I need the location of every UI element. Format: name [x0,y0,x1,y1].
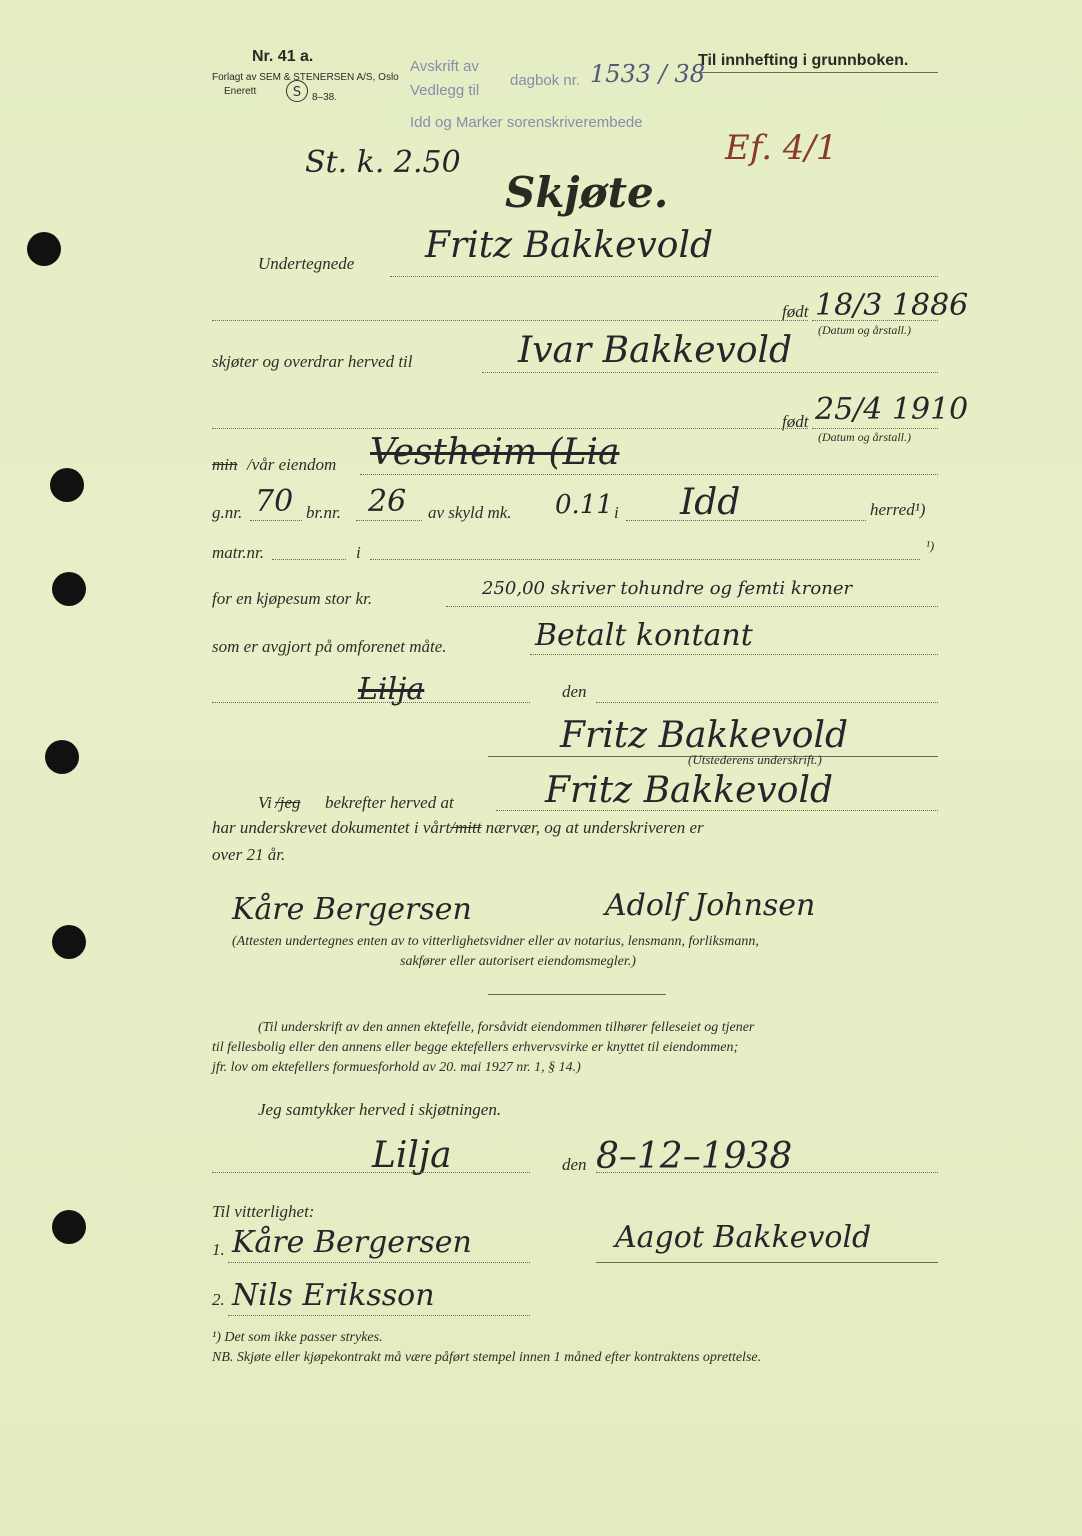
spouse-den-label: den [562,1155,587,1174]
bekrefter-label: bekrefter herved at [325,793,454,812]
attest-line2 [212,818,938,838]
herred-value: Idd [680,482,741,523]
punch-hole [52,1210,86,1244]
undertegnede-label: Undertegnede [258,254,355,273]
punch-hole [52,925,86,959]
spouse-note-1: (Til underskrift av den annen ektefelle, forsåvidt eiendommen tilhører felleseiet og tjener [258,1020,755,1035]
min-label: min [212,455,238,474]
header-rule [698,72,938,73]
punch-hole [52,572,86,606]
attest-line2b-text: nærvær, og at underskriveren er [485,818,704,837]
matr-i-label: i [356,543,361,562]
form-number: Nr. 41 a. [252,48,314,65]
stamp-dagbok: dagbok nr. [510,72,581,89]
divider [488,994,666,995]
stamp-dagbok-number: 1533 / 38 [590,60,705,88]
publisher-logo [286,80,308,102]
avgjort-label: som er avgjort på omforenet måte. [212,637,447,656]
skyld-i-label: i [614,503,619,522]
annotation-top-left: St. k. 2.50 [305,145,461,180]
skjoter-label: skjøter og overdrar herved til [212,352,413,371]
witness-2-num: 2. [212,1290,225,1309]
matr-sup: ¹) [926,538,935,553]
kjopesum-label: for en kjøpesum stor kr. [212,589,373,608]
punch-hole [50,468,84,502]
brnr-value: 26 [368,484,407,519]
attest-name-value: Fritz Bakkevold [545,770,833,811]
kjopesum-value: 250,00 skriver tohundre og femti kroner [482,578,853,599]
skyld-value: 0.11 [555,490,613,520]
undertegnede-value: Fritz Bakkevold [425,225,713,266]
herred-label: herred¹) [870,500,926,519]
spouse-note-2: til fellesbolig eller den annens eller begge ektefellers erhvervsvirke er knyttet til eiendommen; [212,1040,739,1055]
datum-caption-2: (Datum og årstall.) [818,430,911,444]
var-eiendom-label: /vår eiendom [247,455,337,474]
publisher-date: 8–38. [312,92,338,103]
witness-1-value: Kåre Bergersen [232,1225,472,1260]
footer-note-1: ¹) Det som ikke passer strykes. [212,1330,383,1345]
attest-witness-1: Kåre Bergersen [232,892,472,927]
svg-text:S: S [292,85,302,100]
skjoter-value: Ivar Bakkevold [518,330,793,371]
stamp-line3: Idd og Marker sorenskriverembede [410,114,643,131]
attest-witness-2: Adolf Johnsen [605,888,816,923]
consent-text: Jeg samtykker herved i skjøtningen. [258,1100,502,1119]
matrnr-label: matr.nr. [212,543,264,562]
brnr-label: br.nr. [306,503,341,522]
witness-1-num: 1. [212,1240,225,1259]
place-value: Lilja [358,672,425,707]
witness-2-value: Nils Eriksson [232,1278,435,1313]
stamp-line2: Vedlegg til [410,82,480,99]
fodt1-label: født [782,302,809,321]
spouse-note-3: jfr. lov om ektefellers formuesforhold av 20. mai 1927 nr. 1, § 14.) [212,1060,581,1075]
gnr-label: g.nr. [212,503,243,522]
jeg-label: /jeg [275,793,301,812]
fodt1-value: 18/3 1886 [815,288,969,323]
skyld-label: av skyld mk. [428,503,512,522]
vi-label: Vi [258,793,272,812]
attest-line2-text: har underskrevet dokumentet i vårt [212,818,451,837]
publisher-enerett: Enerett [224,86,257,97]
stamp-line1: Avskrift av [410,58,479,75]
spouse-place-value: Lilja [372,1135,452,1176]
punch-hole [45,740,79,774]
publisher-line: Forlagt av SEM & STENERSEN A/S, Oslo [212,72,399,83]
spouse-signature: Aagot Bakkevold [615,1220,872,1255]
gnr-value: 70 [255,484,294,519]
spouse-date-value: 8–12–1938 [596,1136,793,1177]
til-vitterlighet: Til vitterlighet: [212,1202,315,1221]
den-label: den [562,682,587,701]
annotation-top-right: Ef. 4/1 [725,128,838,168]
attest-note-1: (Attesten undertegnes enten av to vitterlighetsvidner eller av notarius, lensmann, forliksmann, [232,934,759,949]
document-title: Skjøte. [505,168,669,217]
punch-hole [27,232,61,266]
issuer-caption: (Utstederens underskrift.) [688,752,822,767]
attest-line3: over 21 år. [212,845,286,864]
issuer-signature: Fritz Bakkevold [560,715,848,756]
mitt-label: /mitt [450,818,482,837]
footer-note-2: NB. Skjøte eller kjøpekontrakt må være påført stempel innen 1 måned efter kontraktens oprettelse. [212,1350,762,1365]
attest-note-2: sakfører eller autorisert eiendomsmegler.) [400,954,636,969]
datum-caption: (Datum og årstall.) [818,323,911,337]
header-right-title: Til innhefting i grunnboken. [698,52,909,69]
fodt2-value: 25/4 1910 [815,392,969,427]
eiendom-value: Vestheim (Lia [370,432,620,473]
fodt2-label: født [782,412,809,431]
avgjort-value: Betalt kontant [535,618,753,653]
